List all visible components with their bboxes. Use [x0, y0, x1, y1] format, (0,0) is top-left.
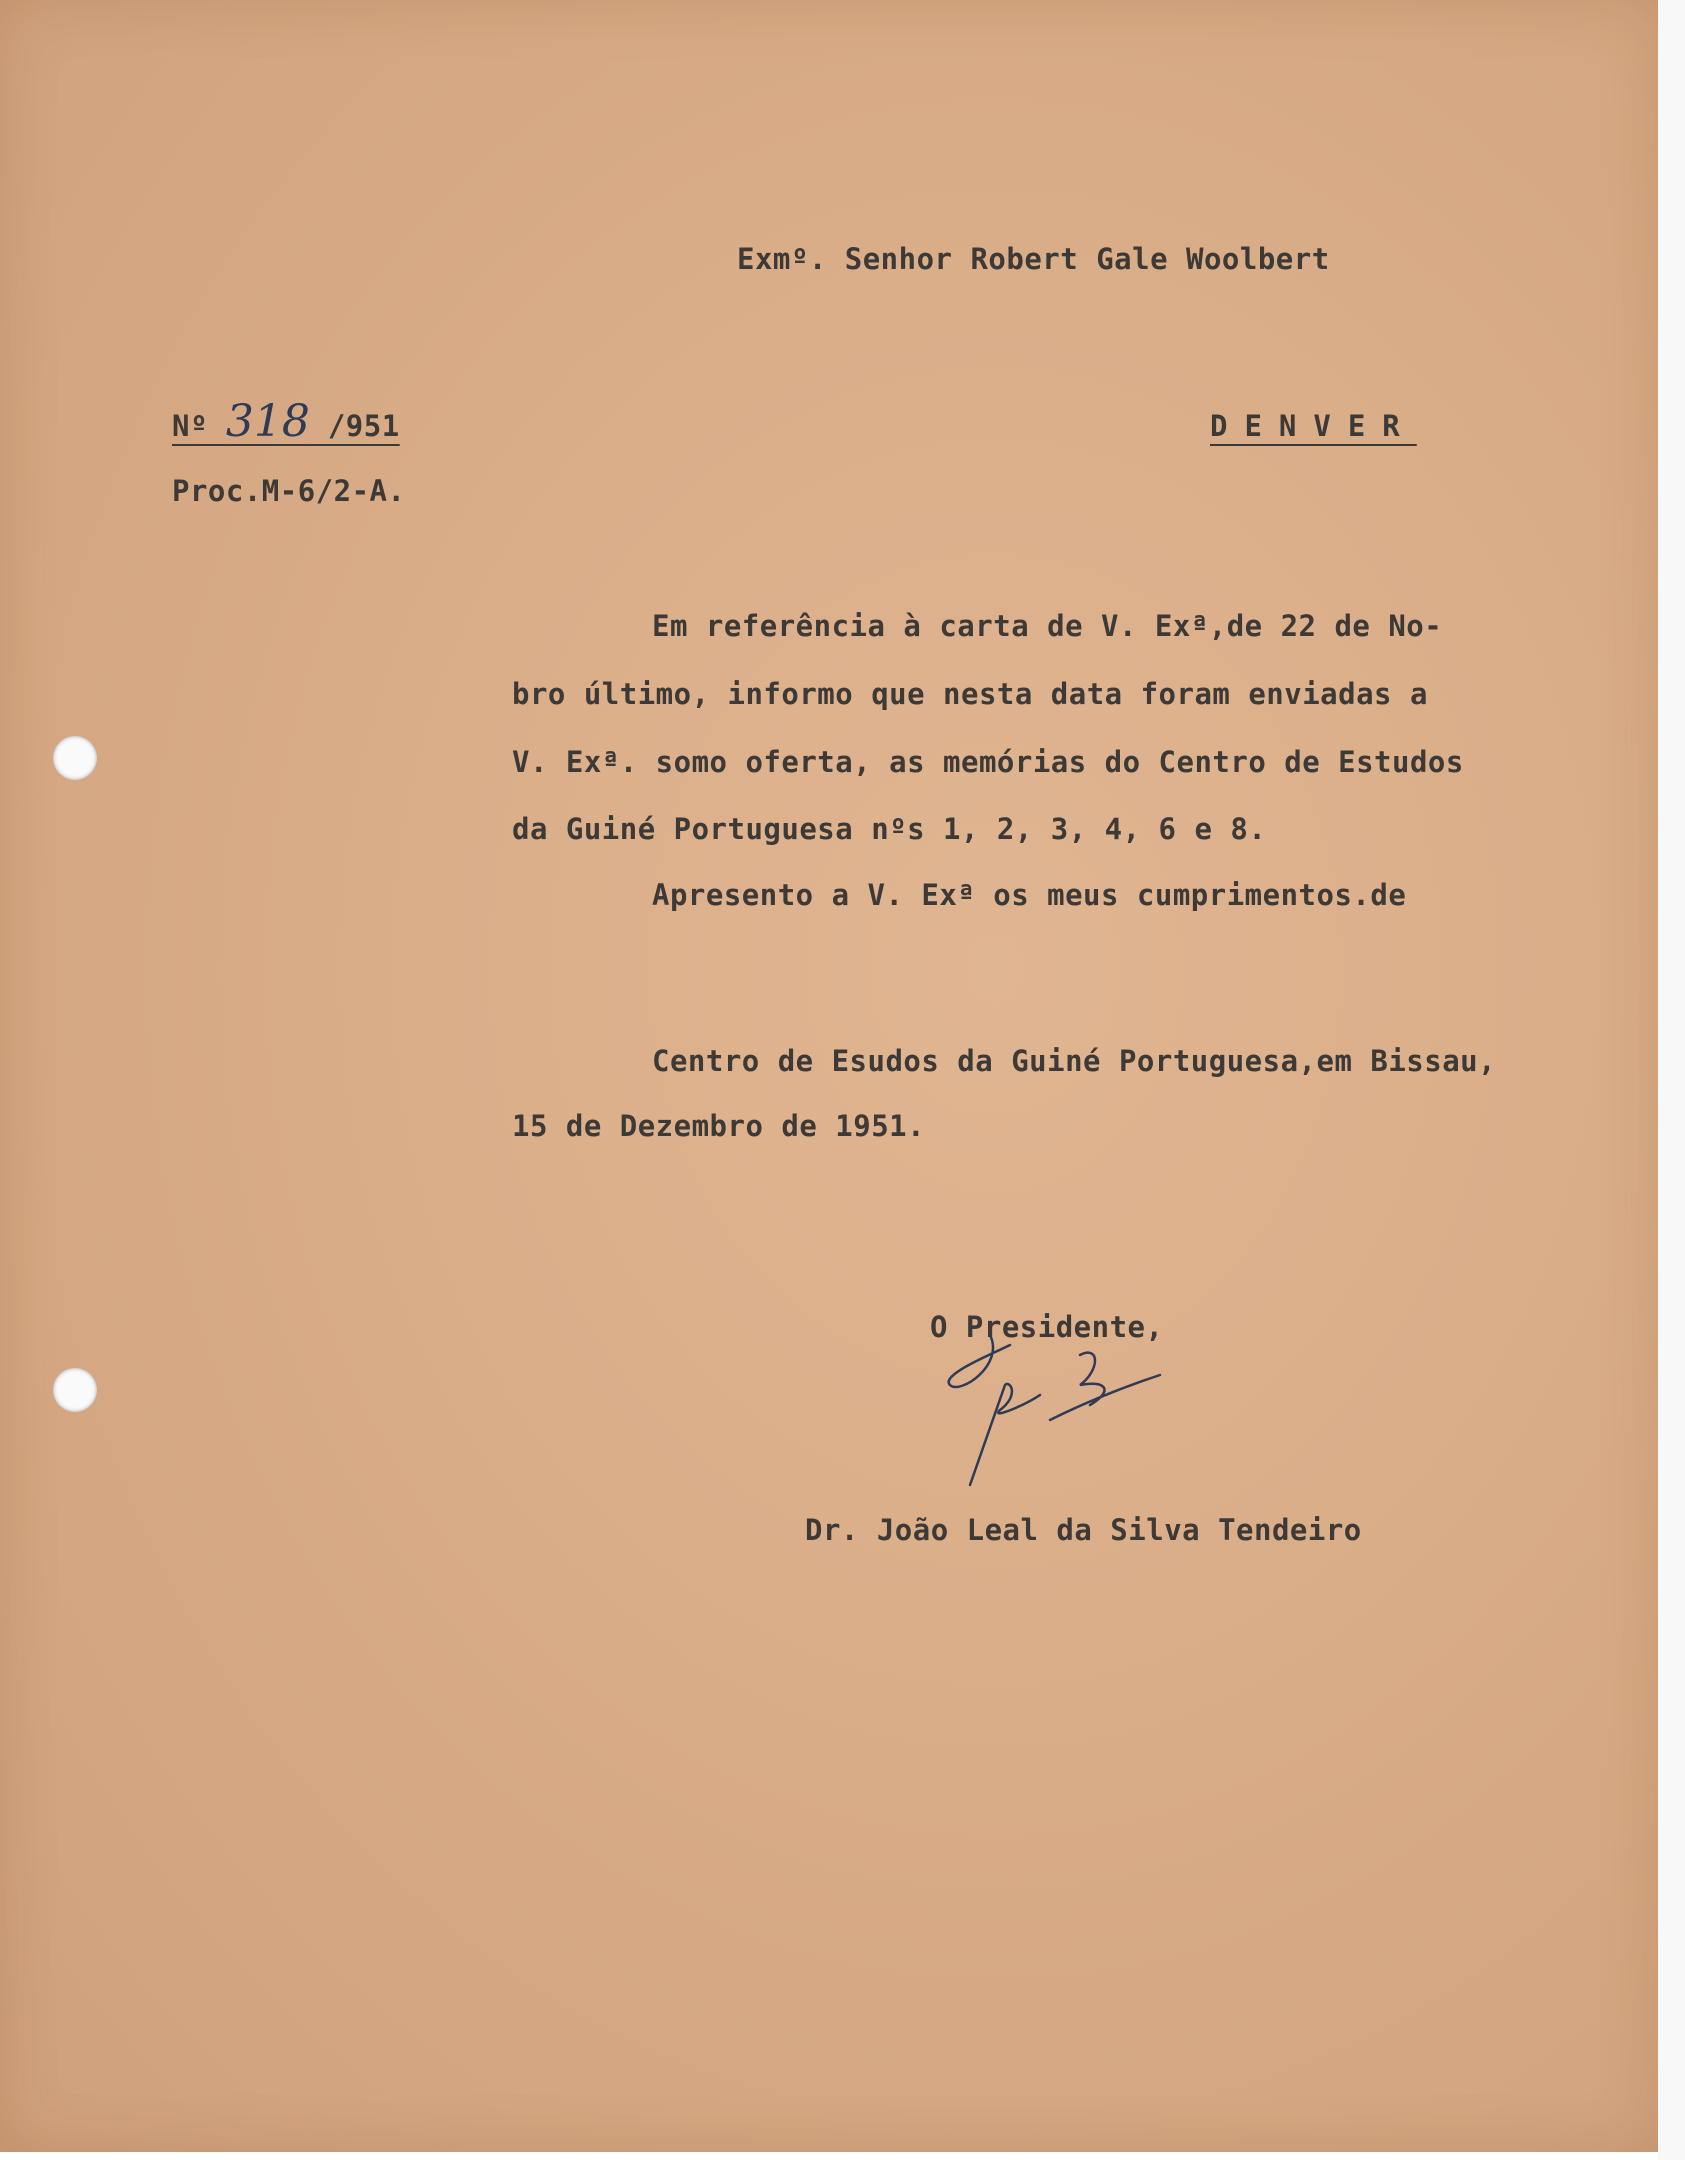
process-number: Proc.M-6/2-A. [172, 474, 406, 508]
reference-prefix: Nº [172, 409, 226, 443]
city-heading: DENVER [1210, 409, 1417, 443]
recipient-line: Exmº. Senhor Robert Gale Woolbert [737, 242, 1330, 276]
punch-hole [53, 736, 97, 780]
signatory-title: O Presidente, [930, 1310, 1164, 1344]
place-line: Centro de Esudos da Guiné Portuguesa,em Bissau, [652, 1044, 1497, 1078]
closing-line: Apresento a V. Exª os meus cumprimentos.de [652, 878, 1407, 912]
body-line: Em referência à carta de V. Exª,de 22 de No- [652, 609, 1443, 643]
reference-suffix: /951 [309, 409, 400, 443]
signature [930, 1325, 1190, 1505]
handwritten-number: 318 [225, 396, 310, 447]
reference-number [172, 396, 400, 447]
signatory-name: Dr. João Leal da Silva Tendeiro [805, 1513, 1362, 1547]
date-line: 15 de Dezembro de 1951. [512, 1109, 926, 1143]
body-line: da Guiné Portuguesa nºs 1, 2, 3, 4, 6 e 8. [512, 812, 1267, 846]
body-line: V. Exª. somo oferta, as memórias do Centro de Estudos [512, 745, 1464, 779]
body-line: bro último, informo que nesta data foram enviadas a [512, 677, 1428, 711]
scan-margin [1658, 0, 1685, 2160]
punch-hole [53, 1368, 97, 1412]
